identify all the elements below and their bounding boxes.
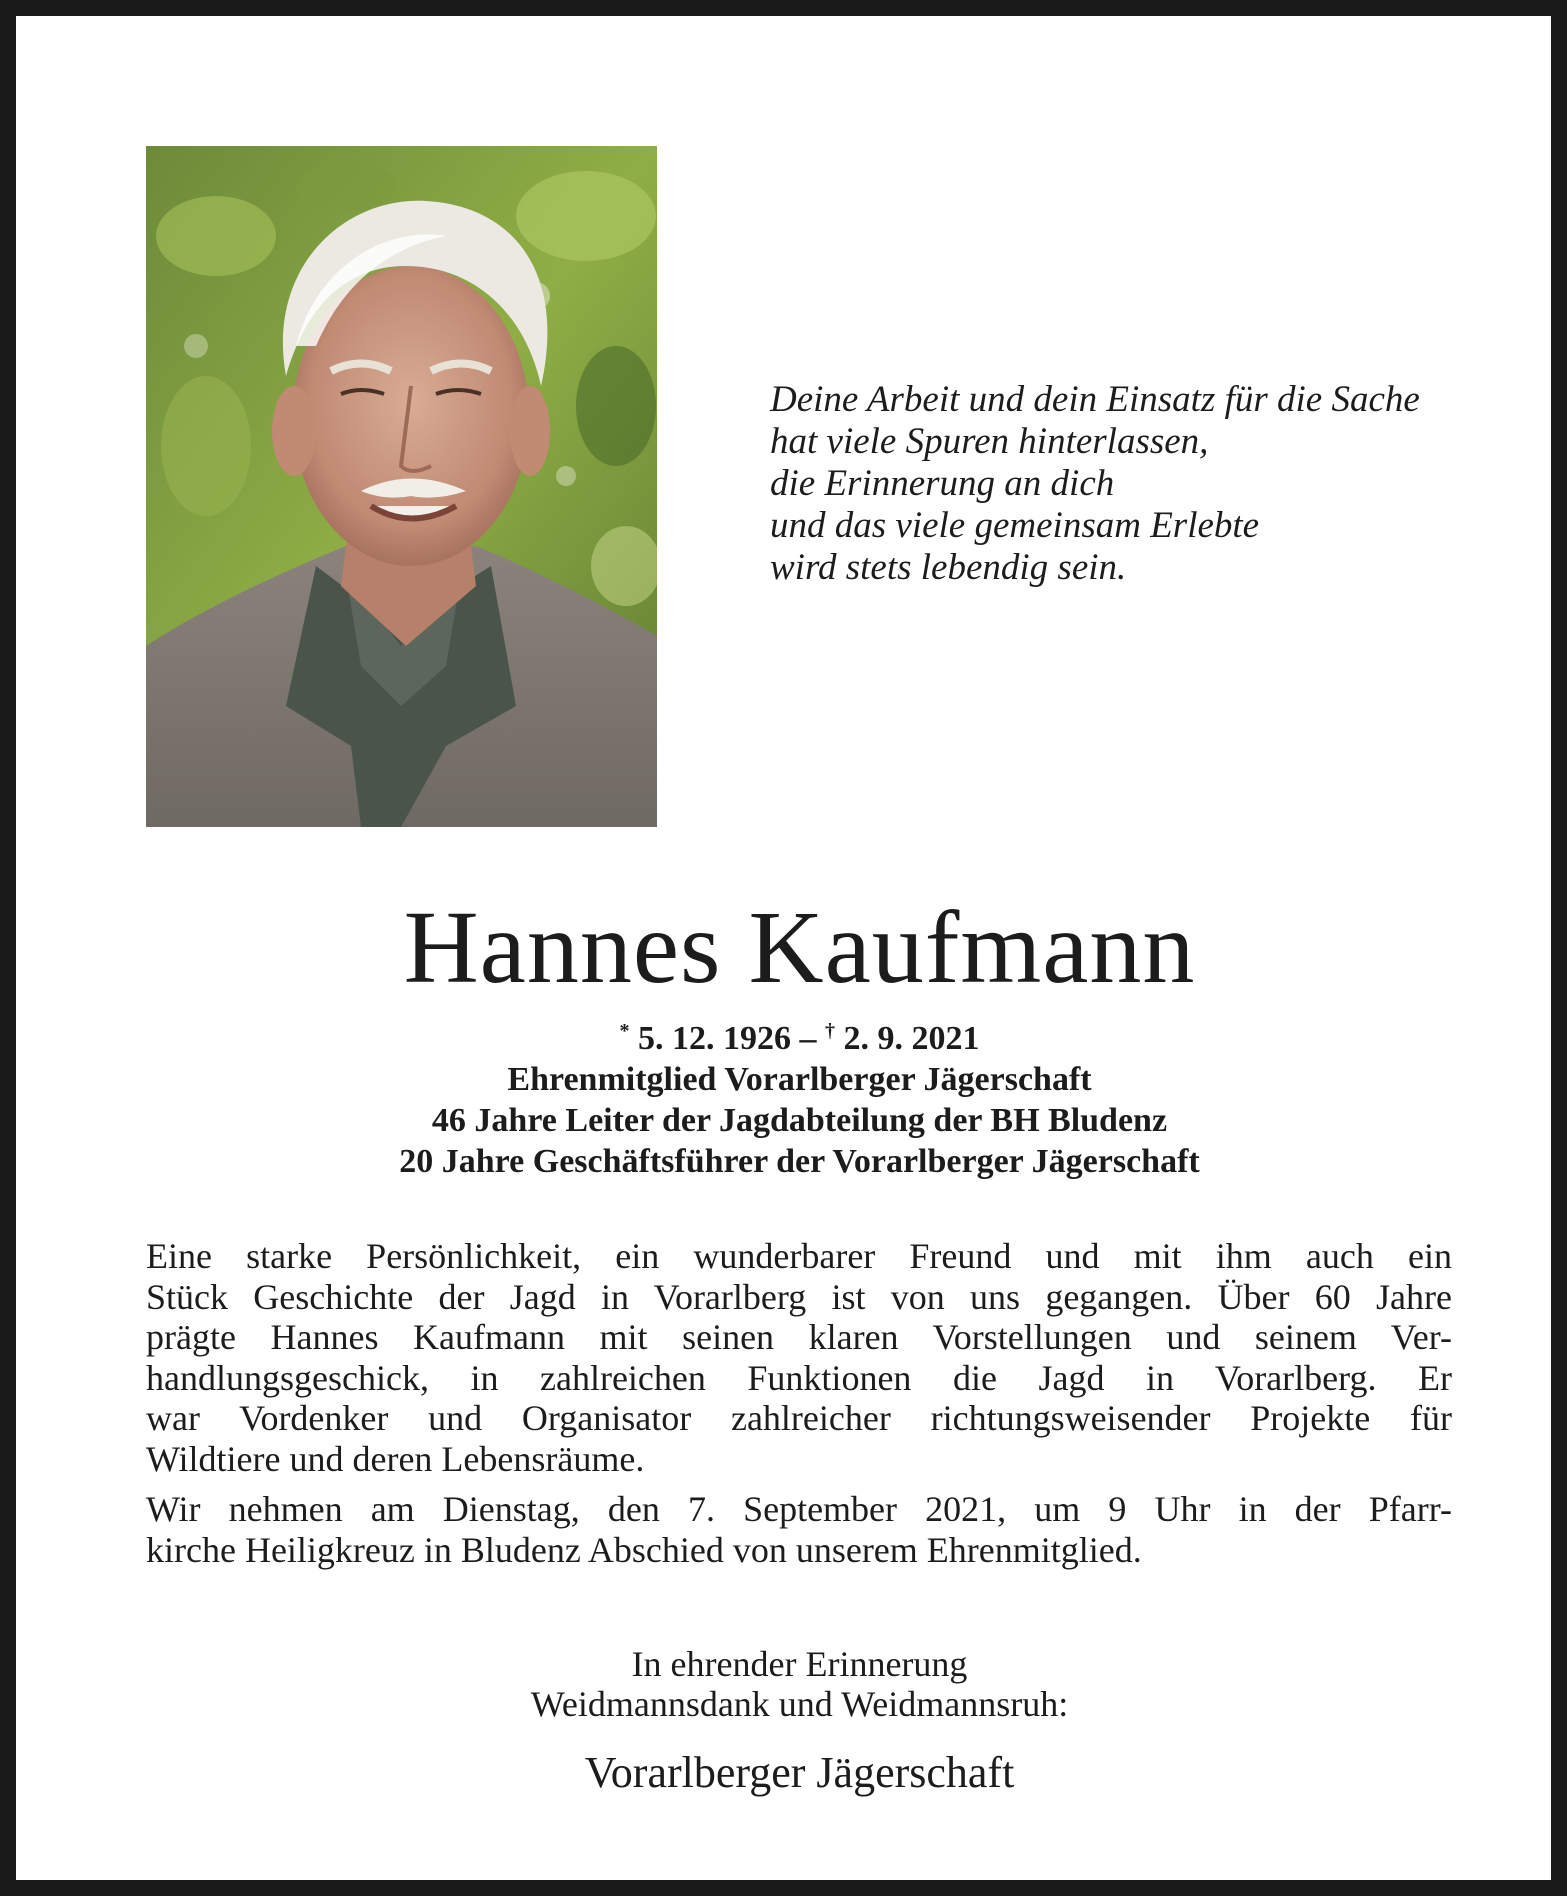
text-line: Wildtiere und deren Lebensräume. <box>146 1438 645 1479</box>
role-line: Ehrenmitglied Vorarlberger Jägerschaft <box>507 1061 1092 1098</box>
text-line: kirche Heiligkreuz in Bludenz Abschied von unserem Ehrenmitglied. <box>146 1529 1142 1570</box>
text-line: handlungsgeschick, in zahlreichen Funktionen die Jagd in Vorarlberg. Er <box>146 1357 1452 1398</box>
paragraph-tribute <box>146 1236 1452 1479</box>
life-dates <box>16 1018 1567 1059</box>
deceased-facts <box>16 1018 1567 1182</box>
closing-words <box>16 1644 1567 1724</box>
closing-line: Weidmannsdank und Weidmannsruh: <box>530 1684 1069 1724</box>
signature: Vorarlberger Jägerschaft <box>584 1748 1015 1797</box>
role-line: 20 Jahre Geschäftsführer der Vorarlberger Jägerschaft <box>399 1143 1200 1180</box>
paragraph-funeral <box>146 1489 1452 1570</box>
text-line: Stück Geschichte der Jagd in Vorarlberg ist von uns gegangen. Über 60 Jahre <box>146 1276 1452 1317</box>
portrait-photo <box>146 146 657 827</box>
quote-line: wird stets lebendig sein. <box>770 547 1127 588</box>
birth-date: 5. 12. 1926 <box>638 1020 791 1057</box>
death-symbol: † <box>825 1020 835 1042</box>
memorial-quote <box>770 379 1490 589</box>
text-line: Eine starke Persönlichkeit, ein wunderbarer Freund und mit ihm auch ein <box>146 1236 1452 1276</box>
text-line: prägte Hannes Kaufmann mit seinen klaren Vorstellungen und seinem Ver- <box>146 1317 1452 1357</box>
role-line: 46 Jahre Leiter der Jagdabteilung der BH Bludenz <box>431 1102 1168 1139</box>
date-separator: – <box>799 1020 817 1057</box>
obituary-text <box>146 1236 1452 1580</box>
death-date: 2. 9. 2021 <box>843 1020 980 1057</box>
birth-symbol: * <box>619 1020 630 1042</box>
text-line: Wir nehmen am Dienstag, den 7. September 2021, um 9 Uhr in der Pfarr- <box>146 1489 1452 1529</box>
text-line: war Vordenker und Organisator zahlreicher richtungsweisender Projekte für <box>146 1398 1452 1438</box>
quote-line: und das viele gemeinsam Erlebte <box>770 505 1260 546</box>
closing-line: In ehrender Erinnerung <box>631 1644 968 1684</box>
quote-line: Deine Arbeit und dein Einsatz für die Sache <box>770 379 1420 420</box>
deceased-name: Hannes Kaufmann <box>403 890 1196 1005</box>
quote-line: die Erinnerung an dich <box>770 463 1115 504</box>
quote-line: hat viele Spuren hinterlassen, <box>770 421 1209 462</box>
